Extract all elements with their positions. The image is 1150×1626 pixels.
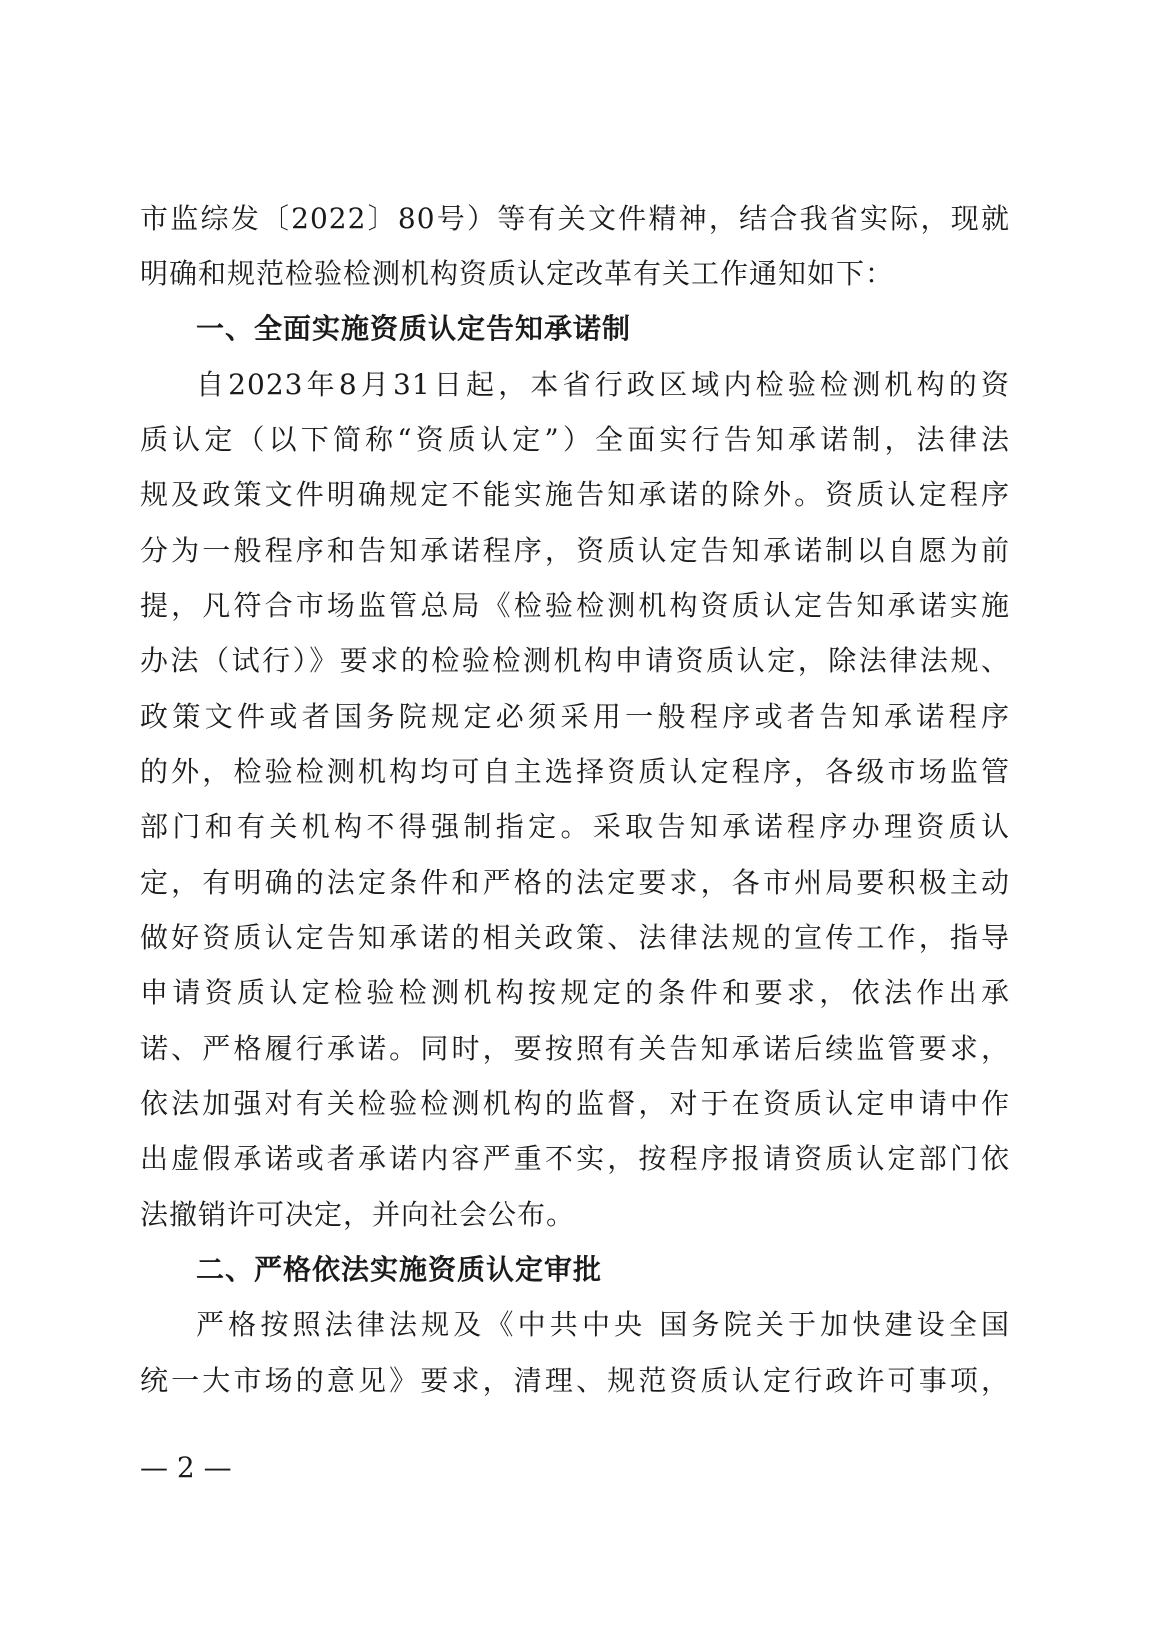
body-text-line: 部门和有关机构不得强制指定。采取告知承诺程序办理资质认 [140,810,1010,843]
body-text-line: 办法（试行）》要求的检验检测机构申请资质认定，除法律法规、 [140,644,1010,677]
body-text-line: 政策文件或者国务院规定必须采用一般程序或者告知承诺程序 [140,700,1010,733]
body-text-line: 法撤销许可决定，并向社会公布。 [140,1198,576,1231]
body-text-line: 定，有明确的法定条件和严格的法定要求，各市州局要积极主动 [140,866,1010,899]
body-text-line: 市监综发〔2022〕80号）等有关文件精神，结合我省实际，现就 [140,202,1010,235]
body-text-line: 的外，检验检测机构均可自主选择资质认定程序，各级市场监管 [140,755,1010,788]
body-text-line: 申请资质认定检验检测机构按规定的条件和要求，依法作出承 [140,976,1010,1009]
body-text-line: 做好资质认定告知承诺的相关政策、法律法规的宣传工作，指导 [140,921,1010,954]
page-number: — 2 — [140,1451,232,1484]
body-text-line: 严格按照法律法规及《中共中央 国务院关于加快建设全国 [196,1308,1010,1341]
body-text-line: 规及政策文件明确规定不能实施告知承诺的除外。资质认定程序 [140,478,1010,511]
section-heading: 二、严格依法实施资质认定审批 [196,1253,603,1286]
body-text-line: 明确和规范检验检测机构资质认定改革有关工作通知如下： [140,257,895,290]
section-heading: 一、全面实施资质认定告知承诺制 [196,312,632,345]
body-text-line: 自2023年8月31日起，本省行政区域内检验检测机构的资 [196,368,1010,401]
body-text-line: 质认定（以下简称“资质认定”）全面实行告知承诺制，法律法 [140,423,1010,456]
body-text-line: 统一大市场的意见》要求，清理、规范资质认定行政许可事项， [140,1364,1010,1397]
body-text-line: 依法加强对有关检验检测机构的监督，对于在资质认定申请中作 [140,1087,1010,1120]
body-text-line: 出虚假承诺或者承诺内容严重不实，按程序报请资质认定部门依 [140,1142,1010,1175]
body-text-line: 分为一般程序和告知承诺程序，资质认定告知承诺制以自愿为前 [140,534,1010,567]
body-text-line: 提，凡符合市场监管总局《检验检测机构资质认定告知承诺实施 [140,589,1010,622]
body-text-line: 诺、严格履行承诺。同时，要按照有关告知承诺后续监管要求， [140,1032,1010,1065]
